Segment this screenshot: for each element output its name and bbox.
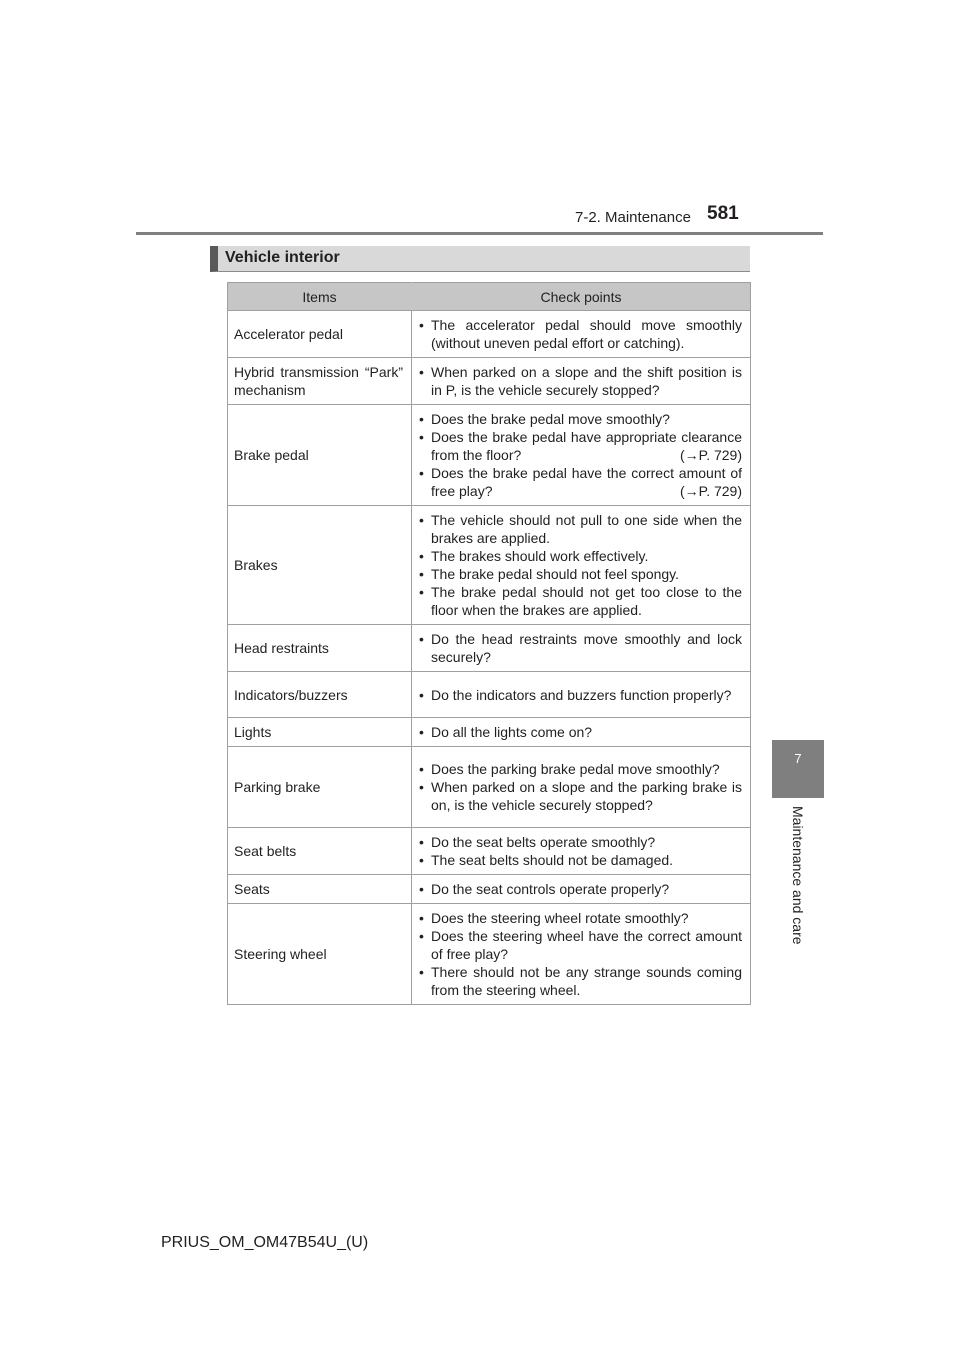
table-row xyxy=(228,358,751,405)
item-cell: Brake pedal xyxy=(228,405,412,506)
check-points-cell xyxy=(412,875,751,904)
check-point: • Do the head restraints move smoothly and lock securely? xyxy=(417,630,742,666)
check-point: • Do the seat belts operate smoothly? xyxy=(417,833,742,851)
table-row xyxy=(228,625,751,672)
table-row xyxy=(228,405,751,506)
section-title: Vehicle interior xyxy=(225,249,340,266)
page-number: 581 xyxy=(707,203,739,224)
check-point: • The accelerator pedal should move smoothly (without uneven pedal effort or catching). xyxy=(417,316,742,352)
check-point: • The brake pedal should not feel spongy. xyxy=(417,565,742,583)
check-point-with-ref xyxy=(417,428,742,464)
item-cell: Indicators/buzzers xyxy=(228,672,412,718)
check-point: • When parked on a slope and the parking brake is on, is the vehicle securely stopped? xyxy=(417,778,742,814)
section-heading-bar xyxy=(210,246,750,272)
table-row xyxy=(228,718,751,747)
check-points-cell xyxy=(412,405,751,506)
check-point-with-ref xyxy=(417,464,742,500)
header-divider xyxy=(136,232,823,235)
table-header-row xyxy=(228,283,751,311)
item-cell: Head restraints xyxy=(228,625,412,672)
page-reference: (→P. 729) xyxy=(680,483,742,499)
page-reference: (→P. 729) xyxy=(680,447,742,463)
check-point: • Do the seat controls operate properly? xyxy=(417,880,742,898)
table-row xyxy=(228,875,751,904)
check-points-cell xyxy=(412,311,751,358)
check-point: • Does the steering wheel rotate smoothly? xyxy=(417,909,742,927)
table-row xyxy=(228,828,751,875)
item-cell: Seats xyxy=(228,875,412,904)
item-cell: Accelerator pedal xyxy=(228,311,412,358)
column-header-items: Items xyxy=(228,283,412,311)
item-cell: Seat belts xyxy=(228,828,412,875)
check-points-cell xyxy=(412,672,751,718)
chapter-tab xyxy=(772,740,824,798)
check-point-text: Does the brake pedal have appropriate clearance from the floor? xyxy=(431,429,742,463)
table-row xyxy=(228,672,751,718)
item-cell: Hybrid transmission “Park” mechanism xyxy=(228,358,412,405)
check-point: • There should not be any strange sounds coming from the steering wheel. xyxy=(417,963,742,999)
check-point: • Does the steering wheel have the correct amount of free play? xyxy=(417,927,742,963)
check-points-cell xyxy=(412,904,751,1005)
check-point: • The vehicle should not pull to one side when the brakes are applied. xyxy=(417,511,742,547)
chapter-section-label: 7-2. Maintenance xyxy=(575,209,691,226)
item-cell: Steering wheel xyxy=(228,904,412,1005)
chapter-tab-label: Maintenance and care xyxy=(790,806,806,945)
check-points-cell xyxy=(412,506,751,625)
table-row xyxy=(228,747,751,828)
check-points-cell xyxy=(412,625,751,672)
check-point: • Does the brake pedal move smoothly? xyxy=(417,410,742,428)
table-row xyxy=(228,311,751,358)
check-point: • The brakes should work effectively. xyxy=(417,547,742,565)
item-cell: Brakes xyxy=(228,506,412,625)
check-point: • The brake pedal should not get too close to the floor when the brakes are applied. xyxy=(417,583,742,619)
check-points-cell xyxy=(412,358,751,405)
table-row xyxy=(228,904,751,1005)
check-points-cell xyxy=(412,828,751,875)
check-points-cell xyxy=(412,747,751,828)
check-point: • Does the parking brake pedal move smoothly? xyxy=(417,760,742,778)
check-points-cell xyxy=(412,718,751,747)
table-row xyxy=(228,506,751,625)
column-header-check-points: Check points xyxy=(412,283,751,311)
check-point: • Do all the lights come on? xyxy=(417,723,742,741)
item-cell: Parking brake xyxy=(228,747,412,828)
item-cell: Lights xyxy=(228,718,412,747)
check-point: • Do the indicators and buzzers function properly? xyxy=(417,686,742,704)
check-points-table xyxy=(227,282,751,1005)
document-id-footer: PRIUS_OM_OM47B54U_(U) xyxy=(161,1234,369,1251)
chapter-tab-number: 7 xyxy=(794,751,802,766)
check-point-text: Does the brake pedal have the correct amount of free play? xyxy=(431,465,742,499)
check-point: • When parked on a slope and the shift position is in P, is the vehicle securely stopped? xyxy=(417,363,742,399)
check-point: • The seat belts should not be damaged. xyxy=(417,851,742,869)
